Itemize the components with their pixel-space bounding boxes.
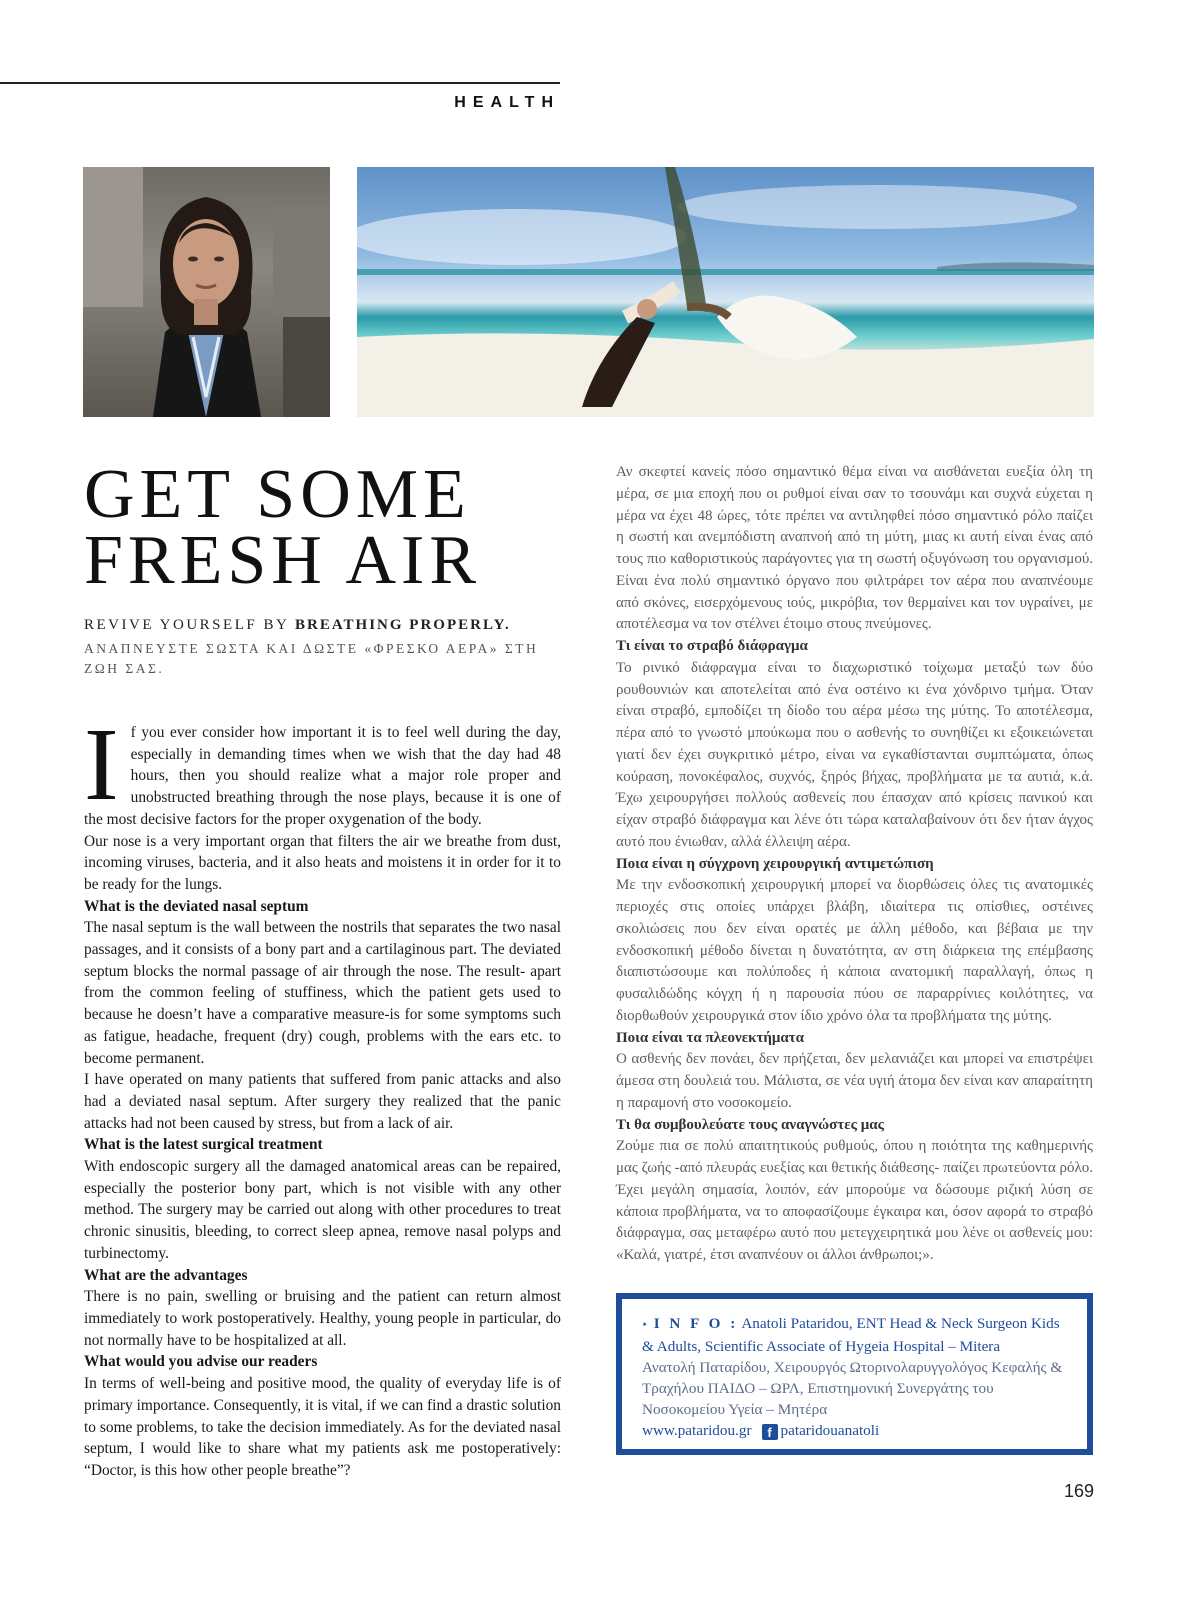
english-paragraph-surgery: With endoscopic surgery all the damaged anatomical areas can be repaired, especially the posterior bony part, which is not visible with any other method. The surgery may be carried out along with other procedures to treat chronic sinusitis, bleeding, to correct sleep apnea, remove nasal polyps and turbinectomy.	[84, 1158, 561, 1262]
beach-swing-photo	[357, 167, 1094, 417]
english-heading-advantages: What are the advantages	[84, 1266, 248, 1284]
info-english-text: Anatoli Pataridou, ENT Head & Neck Surgeon Kids & Adults, Scientific Associate of Hygeia Hospital – Mitera	[642, 1315, 1060, 1355]
article-title	[84, 456, 564, 599]
greek-paragraph-surgery: Με την ενδοσκοπική χειρουργική μπορεί να διορθώσεις όλες τις ανατομικές περιοχές στις οποίες υπάρχει βλάβη, ιδιαίτερα τις οπίσθιες, οστέινες σκολιώσεις που δεν είναι ορατές με άλλη μέθοδο, και βέβαια με την ενδοσκοπική μέθοδο δίνεται η δυνατότητα, αν στη διάρκεια της επέμβασης διαπιστώσουμε και πολύποδες ή κάποια ανατομική παραλλαγή, όπως η φυσαλιδώδης κόγχη ή η παρουσία πύου σε παραρρίνιες κοιλότητες, να διορθωθούν χειρουργικά στον ίδιο χρόνο όλα τα προβλήματα της μύτης.	[616, 877, 1093, 1024]
english-paragraph-nose: Our nose is a very important organ that filters the air we breathe from dust, incoming viruses, bacteria, and it also heats and moistens it in order for it to be ready for the lungs.	[84, 832, 561, 893]
greek-paragraph-advice: Ζούμε πια σε πολύ απαιτητικούς ρυθμούς, όπου η ποιότητα της καθημερινής μας ζωής -από πλευράς ευεξίας και θετικής διάθεσης- παίζει πρωτεύοντα ρόλο. Έχει μεγάλη σημασία, λοιπόν, εάν μπορούμε να δώσουμε ριζική λύση σε κάποια προβλήματα, να το αποφασίζουμε έγκαιρα και, όσον αφορά το στραβό διάφραγμα, σας μεταφέρω αυτό που μετεγχειρητικά μου λένε οι ασθενείς μου: «Καλά, γιατρέ, έτσι αναπνέουν οι άλλοι άνθρωποι;».	[616, 1138, 1093, 1263]
section-label: HEALTH	[454, 94, 560, 111]
header-rule	[0, 82, 560, 84]
english-heading-surgical-treatment: What is the latest surgical treatment	[84, 1136, 323, 1154]
greek-heading-advice: Τι θα συμβουλεύατε τους αναγνώστες μας	[616, 1116, 884, 1133]
facebook-icon: f	[762, 1424, 778, 1440]
greek-article-column	[616, 462, 1093, 1267]
doctor-portrait-photo	[83, 167, 330, 417]
greek-paragraph-septum: Το ρινικό διάφραγμα είναι το διαχωριστικό τοίχωμα μεταξύ των δύο ρουθουνιών και αποτελείται από ένα οστέινο κι ένα χόνδρινο τμήμα. Όταν είναι στραβό, εμποδίζει τη δίοδο του αέρα μέσω της μύτης. Το αποτέλεσμα, πέρα από το γνωστό μπούκωμα που ο ασθενής το συνηθίζει κι εξοικειώνεται γιατί δεν έχει συγκριτικό μέτρο, είναι να εγκαθίστανται συμπτώματα, όπως κούραση, πονοκέφαλος, συχνός, ξηρός βήχας, προβλήματα με τα αυτιά, κ.ά. Έχω χειρουργήσει πολλούς ασθενείς που έπασχαν από κρίσεις πανικού και είχαν στραβό διάφραγμα και λένε ότι τώρα καταλαβαίνουν ότι δεν ήταν άγχος αυτό που ένιωθαν, αλλά έλλειψη αέρα.	[616, 659, 1093, 850]
info-label: I N F O :	[653, 1315, 739, 1332]
greek-heading-deviated-septum: Τι είναι το στραβό διάφραγμα	[616, 638, 808, 654]
english-heading-advice: What would you advise our readers	[84, 1353, 318, 1371]
english-intro-text: f you ever consider how important it is to feel well during the day, especially in demanding times when we wish that the day had 48 hours, then you should realize what a major role proper and unobstructed breathing through the nose plays, because it is one of the most decisive factors for the proper oxygenation of the body.	[84, 724, 561, 828]
english-paragraph-panic: I have operated on many patients that suffered from panic attacks and also had a deviated nasal septum. After surgery they realized that the panic attacks had not been caused by stress, but from a lack of air.	[84, 1071, 561, 1132]
english-paragraph-septum: The nasal septum is the wall between the nostrils that separates the two nasal passages, and it consists of a bony part and a cartilaginous part. The deviated septum blocks the normal passage of air through the nose. The result- apart from the common feeling of stuffiness, which the patient gets used to because he doesn’t have a comparative measure-is for some symptoms such as fatigue, headache, frequent (dry) cough, problems with the ears etc. to become permanent.	[84, 919, 561, 1067]
subheading-english-prefix: REVIVE YOURSELF BY	[84, 617, 295, 633]
info-links	[642, 1420, 1069, 1441]
info-box	[616, 1293, 1093, 1455]
title-line-1: GET SOME	[84, 456, 471, 533]
info-marker-icon: ‣	[642, 1320, 648, 1331]
english-article-column	[84, 707, 561, 1482]
english-paragraph-advice: In terms of well-being and positive mood, the quality of everyday life is of primary importance. Consequently, it is vital, if we can find a drastic solution to some problems, to take the decision immediately. As for the deviated nasal septum, I would like to share what my patients ask me postoperatively: “Doctor, is this how other people breathe”?	[84, 1375, 561, 1479]
english-intro-paragraph	[84, 707, 561, 831]
subheading-greek: ΑΝΑΠΝΕΥΣΤΕ ΣΩΣΤΑ ΚΑΙ ΔΩΣΤΕ «ΦΡΕΣΚΟ ΑΕΡΑ» ΣΤΗ ΖΩΗ ΣΑΣ.	[84, 641, 539, 676]
greek-heading-advantages: Ποια είναι τα πλεονεκτήματα	[616, 1029, 805, 1046]
english-heading-deviated-septum: What is the deviated nasal septum	[84, 897, 309, 915]
subheading-english-bold: BREATHING PROPERLY.	[294, 617, 511, 633]
drop-cap: I	[84, 707, 119, 822]
facebook-handle[interactable]: pataridouanatoli	[780, 1422, 880, 1439]
info-english	[642, 1313, 1069, 1357]
info-greek-text: Ανατολή Παταρίδου, Χειρουργός Ωτορινολαρυγγολόγος Κεφαλής & Τραχήλου ΠΑΙΔΟ – ΩΡΛ, Επιστημονική Συνεργάτης του Νοσοκομείου Υγεία – Μητέρα	[642, 1359, 1063, 1418]
website-link[interactable]: www.pataridou.gr	[642, 1422, 752, 1439]
page-number: 169	[1063, 1481, 1094, 1501]
greek-paragraph-advantages: Ο ασθενής δεν πονάει, δεν πρήζεται, δεν μελανιάζει και μπορεί να επιστρέψει άμεσα στη δουλειά του. Μάλιστα, σε νέα υγιή άτομα δεν είναι καν απαραίτητη η παραμονή στο νοσοκομείο.	[616, 1051, 1093, 1111]
greek-intro-paragraph: Αν σκεφτεί κανείς πόσο σημαντικό θέμα είναι να αισθάνεται ευεξία όλη τη μέρα, σε μια εποχή που οι ρυθμοί είναι σαν το τσουνάμι και συχνά εύχεται η μέρα να έχει 48 ώρες, τότε πρέπει να αντιληφθεί πόσο σημαντικό ρόλο παίζει η σωστή και ανεμπόδιστη αναπνοή από τη μύτη, μιας κι αυτή είναι ένας από τους πιο καθοριστικούς παράγοντες για τη σωστή οξυγόνωση του οργανισμού. Είναι ένα πολύ σημαντικό όργανο που φιλτράρει τον αέρα που αναπνέουμε από σκόνες, εισερχόμενους ιούς, μικρόβια, τον θερμαίνει και τον υγραίνει, με αποτέλεσμα να τον στέλνει έτοιμο στους πνεύμονες.	[616, 464, 1093, 633]
greek-heading-surgical-treatment: Ποια είναι η σύγχρονη χειρουργική αντιμετώπιση	[616, 855, 934, 872]
title-line-2: FRESH AIR	[84, 522, 482, 599]
english-paragraph-advantages: There is no pain, swelling or bruising and the patient can return almost immediately to work postoperatively. Healthy, young people in particular, do not normally have to be hospitalized at all.	[84, 1288, 561, 1349]
subheading-english	[84, 617, 564, 634]
